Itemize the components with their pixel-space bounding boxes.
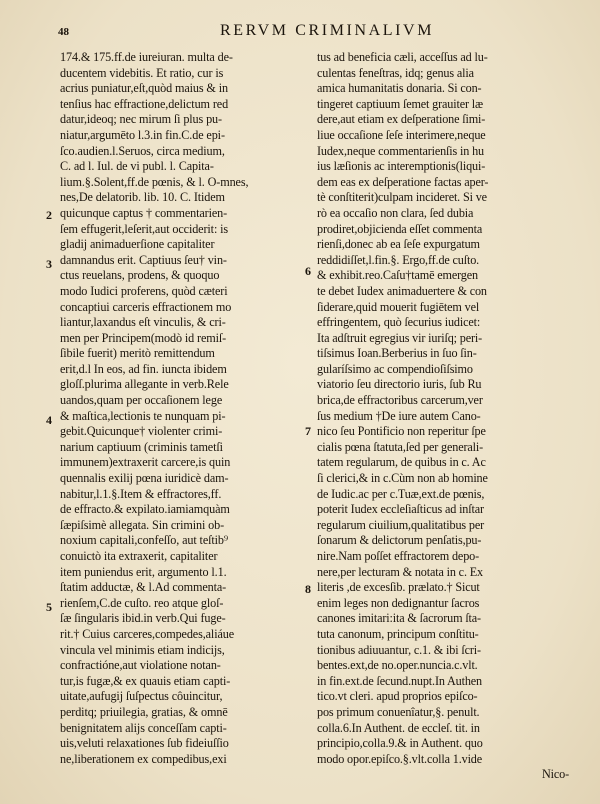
margin-number-3: 3	[46, 257, 52, 271]
right-column-line: rienſi,donec ab ea ſeſe expurgatum	[317, 237, 480, 252]
right-column-line: amica humanitatis donaria. Si con-	[317, 81, 482, 96]
margin-number-5: 5	[46, 600, 52, 614]
left-column-line: niatur,argumēto l.3.in fin.C.de epi-	[60, 127, 225, 142]
left-column-line: tur,is fugæ,& ex quauis etiam capti-	[60, 673, 231, 688]
left-column-line: nabitur,l.1.§.Item & effractores,ff.	[60, 486, 222, 501]
left-column-line: benignitatem alijs conceſſam capti-	[60, 720, 227, 735]
left-column-line: damnandus erit. Captiuus ſeu† vin-	[60, 252, 227, 267]
right-column-line: tionibus adiuuantur, c.1. & ibi ſcri-	[317, 642, 481, 657]
right-column-line: ius læſionis ac interemptionis(liqui-	[317, 159, 486, 174]
left-text-column	[60, 50, 312, 767]
right-column-line: reddidiſſet,l.fin.§. Ergo,ff.de cuſto.	[317, 252, 480, 267]
page-header	[0, 10, 600, 39]
right-column-line: in fin.ext.de ſecund.nupt.In Authen	[317, 673, 482, 688]
right-column-line: pos primum conuenîatur,§. penult.	[317, 704, 480, 719]
left-column-line: ne,liberationem ex compedibus,exi	[60, 751, 227, 766]
right-column-line: prodiret,objicienda eſſet commenta	[317, 221, 483, 236]
right-column-line: canones imitari:ita & ſacrorum ſta-	[317, 611, 481, 626]
margin-number-4: 4	[46, 413, 52, 427]
left-column-line: uandos,quam per occaſionem lege	[60, 393, 223, 408]
right-column-line: ſus medium †De iure autem Cano-	[317, 408, 481, 423]
left-column-line: ſtatim adductæ, & l.Ad commenta-	[60, 580, 227, 595]
left-column-line: C. ad l. Iul. de vi publ. l. Capita-	[60, 159, 214, 174]
left-column-line: & maſtica,lectionis te nunquam pi-	[60, 408, 226, 423]
right-column-line: brica,de effractoribus carcerum,ver	[317, 393, 483, 408]
margin-number-8: 8	[305, 582, 311, 596]
right-column-line: dere,aut etiam ex deſperatione ſimi-	[317, 112, 486, 127]
right-column-line: tus ad beneficia cæli, acceſſus ad lu-	[317, 50, 488, 64]
left-column-line: nes,De delatorib. lib. 10. C. Itidem	[60, 190, 225, 205]
right-column-line: ſiderare,quid mouerit fugiētem vel	[317, 299, 480, 314]
left-column-line: 174.& 175.ff.de iureiuran. multa de-	[60, 50, 233, 64]
right-column-line: Ita adſtruit egregius vir iuriſq; peri-	[317, 330, 483, 345]
left-column-line: gebit.Quicunque† violenter crimi-	[60, 424, 223, 439]
margin-number-2: 2	[46, 208, 52, 222]
right-column-line: tiſsimus Ioan.Berberius in ſuo ſin-	[317, 346, 477, 361]
left-column-line: perditq; priuilegia, gratias, & omnē	[60, 704, 228, 719]
left-column-line: rit.† Cuius carceres,compedes,aliáue	[60, 626, 235, 641]
right-column-line: cialis pœna ſtatuta,ſed per generali-	[317, 439, 484, 454]
left-column-line: rienſem,C.de cuſto. reo atque gloſ-	[60, 595, 224, 610]
left-column-line: uis,veluti relaxationes ſub fideiuſſio	[60, 736, 229, 751]
left-column-line: ctus reuelans, prodens, & quoquo	[60, 268, 220, 283]
right-column-line: dem eas ex deſperatione factas aper-	[317, 174, 489, 189]
left-column-line: men per Principem(modò id remiſ-	[60, 330, 227, 345]
right-column-line: de Iudic.ac per c.Tuæ,ext.de pœnis,	[317, 486, 485, 501]
left-column-line: ſem effugerit,leſerit,aut occiderit: is	[60, 221, 229, 236]
left-column-line: gladij animaduerſione capitaliter	[60, 237, 215, 252]
right-column-line: nere,per lecturam & notata in c. Ex	[317, 564, 483, 579]
right-column-line: ſi clerici,& in c.Cùm non ab homine	[317, 471, 488, 486]
left-column-line: acrius puniatur,eſt,quòd maius & in	[60, 81, 228, 96]
left-column-line: datur,ideoq; nec mirum ſi plus pu-	[60, 112, 222, 127]
right-column-line: effringentem, quò ſecurius iudicet:	[317, 315, 481, 330]
right-column-line: tatem regularum, de quibus in c. Ac	[317, 455, 486, 470]
left-column-line: confractióne,aut violatione notan-	[60, 658, 221, 673]
right-column-line: nire.Nam poſſet effractorem depo-	[317, 549, 479, 563]
left-column-line: tenſius hac effractione,delictum red	[60, 96, 229, 111]
left-column-line: lium.§.Solent,ff.de pœnis, & l. O-mnes,	[60, 174, 249, 189]
left-column-line: quicunque captus † commentarien-	[60, 205, 228, 220]
right-column-line: Iudex,neque commentarienſis in hu	[317, 143, 484, 158]
left-column-line: concaptiui carceris effractionem mo	[60, 299, 232, 314]
running-head: RERVM CRIMINALIVM	[220, 22, 435, 39]
right-column-line: nico ſeu Pontificio non reperitur ſpe	[317, 424, 486, 439]
left-column-line: noxium capitali,confeſſo, aut teſtib⁹	[60, 533, 229, 548]
left-column-line: narium captiuum (criminis tametſi	[60, 439, 223, 454]
right-column-line: liue occaſione ſeſe interimere,neque	[317, 127, 486, 142]
right-column-line: & exhibit.reo.Caſu†tamē emergen	[317, 268, 478, 283]
right-column-line: tingeret captiuum ſemet grauiter læ	[317, 96, 483, 111]
left-column-line: conuictò ita extraxerit, capitaliter	[60, 549, 218, 563]
right-column-line: culentas feneſtras, idq; genus alia	[317, 65, 474, 80]
left-column-line: ſibile fuerit) meritò remittendum	[60, 346, 215, 361]
left-column-line: erit,d.l In eos, ad fin. iuncta ibidem	[60, 361, 227, 376]
right-column-line: tè conſtiterit)culpam incideret. Si ve	[317, 190, 487, 205]
left-column-line: item puniendus erit, argumento l.1.	[60, 564, 227, 579]
margin-number-6: 6	[305, 264, 311, 278]
right-column-line: poterit Iudex eccleſiaſticus ad inſtar	[317, 502, 484, 517]
left-column-line: uitate,aufugij ſuſpectus côuincitur,	[60, 689, 223, 704]
right-column-line: ſonarum & delictorum penſatis,pu-	[317, 533, 482, 548]
right-column-line: rò ea occaſio non clara, ſed dubia	[317, 205, 474, 220]
catchword: Nico-	[542, 767, 569, 782]
left-column-line: ſæpiſsimè allegata. Sin crimini ob-	[60, 517, 225, 532]
right-column-line: viatorio ſeu directorio iuris, ſub Ru	[317, 377, 482, 392]
left-column-line: vincula vel minimis etiam indicijs,	[60, 642, 225, 657]
right-column-line: te debet Iudex animaduertere & con	[317, 283, 487, 298]
right-column-line: regularum ciuilium,qualitatibus per	[317, 517, 485, 532]
right-column-line: colla.6.In Authent. de eccleſ. tit. in	[317, 720, 480, 735]
page-number: 48	[58, 26, 69, 38]
right-column-line: enim leges non dedignantur ſacros	[317, 595, 480, 610]
left-column-line: immunem)extraxerit carcere,is quin	[60, 455, 231, 470]
left-column-line: de effracto.& expilato.iamiamquàm	[60, 502, 230, 517]
right-column-line: literis ,de excesſib. prælato.† Sicut	[317, 580, 480, 595]
right-column-line: modo opor.epiſco.§.vlt.colla 1.vide	[317, 751, 483, 766]
right-column-line: principio,colla.9.& in Authent. quo	[317, 736, 483, 751]
left-column-line: ducentem videbitis. Et ratio, cur is	[60, 65, 224, 80]
right-column-line: tuta canonum, principum conſtitu-	[317, 626, 479, 641]
left-column-line: liantur,laxandus eſt vinculis, & cri-	[60, 315, 226, 330]
right-text-column	[317, 50, 569, 783]
left-column-line: gloſſ.plurima allegante in verb.Rele	[60, 377, 229, 392]
left-column-line: quennalis exilij pœna iuridicè dam-	[60, 471, 229, 486]
left-column-line: modo Iudici proferens, quòd cæteri	[60, 283, 228, 298]
right-column-line: gularíſsimo ac compendioſiſsimo	[317, 361, 473, 376]
left-column-line: ſco.audien.l.Seruos, circa medium,	[60, 143, 225, 158]
left-column-line: ſæ ſingularis ibid.in verb.Qui fuge-	[60, 611, 226, 626]
margin-number-7: 7	[305, 424, 311, 438]
right-column-line: tico.vt cleri. apud proprios epiſco-	[317, 689, 478, 704]
right-column-line: bentes.ext,de no.oper.nuncia.c.vlt.	[317, 658, 478, 673]
